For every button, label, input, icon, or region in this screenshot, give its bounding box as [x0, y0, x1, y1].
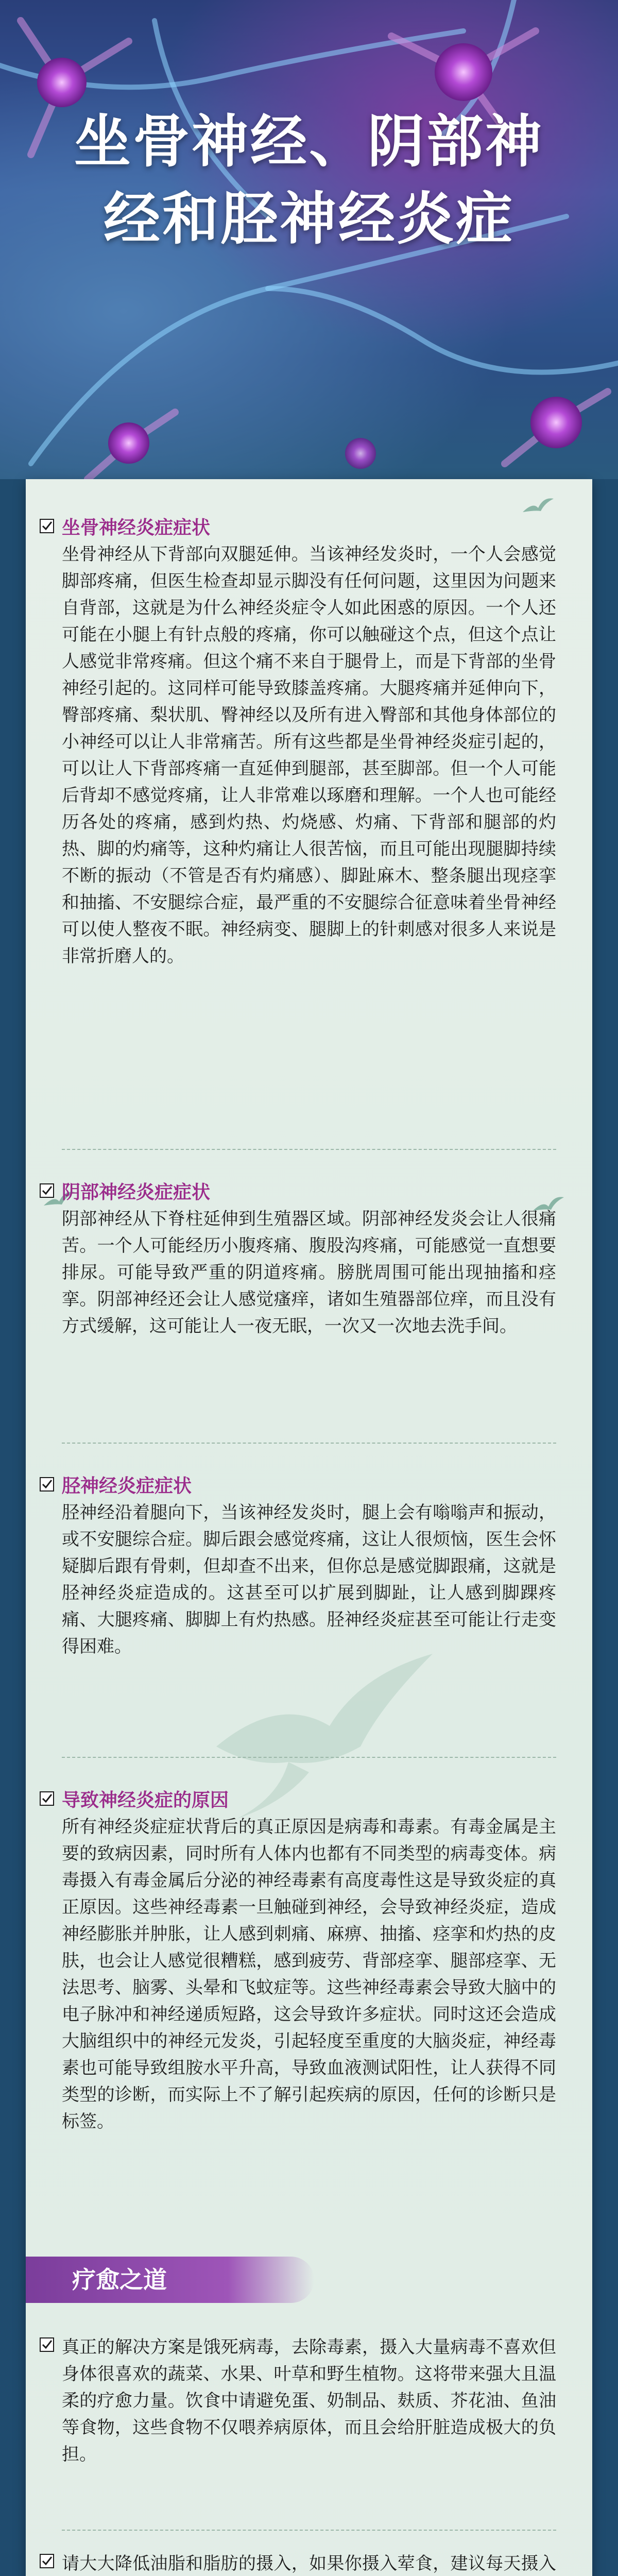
checkbox-icon [39, 2337, 55, 2352]
title-line-2: 经和胫神经炎症 [104, 186, 514, 252]
therapy-item-text: 请大大降低油脂和脂肪的摄入，如果你摄入荤食，建议每天摄入 [62, 2553, 556, 2574]
section-body: 坐骨神经从下背部向双腿延伸。当该神经发炎时，一个人会感觉脚部疼痛，但医生检查却显示脚没有任何问题，这里因为问题来自背部，这就是为什么神经炎症令人如此困惑的原因。一个人还可能在小腿上有针点般的疼痛，你可以触碰这个点，但这个点让人感觉非常疼痛。但这个痛不来自于腿骨上，而是下背部的坐骨神经引起的。这同样可能导致膝盖疼痛。大腿疼痛并延伸向下，臀部疼痛、梨状肌、臀神经以及所有进入臀部和其他身体部位的小神经可以让人非常痛苦。所有这些都是坐骨神经炎症引起的，可以让人下背部疼痛一直延伸到腿部，甚至脚部。但一个人可能后背却不感觉疼痛，让人非常难以琢磨和理解。一个人也可能经历各处的疼痛，感到灼热、灼烧感、灼痛、下背部和腿部的灼热、脚的灼痛等，这种灼痛让人很苦恼，而且可能出现腿脚持续不断的振动（不管是否有灼痛感）、脚趾麻木、整条腿出现痉挛和抽搐、不安腿综合症，最严重的不安腿综合征意味着坐骨神经可以使人整夜不眠。神经病变、腿脚上的针刺感对很多人来说是非常折磨人的。 [62, 544, 556, 967]
divider [62, 2530, 556, 2531]
section-body: 所有神经炎症症状背后的真正原因是病毒和毒素。有毒金属是主要的致病因素，同时所有人体内也都有不同类型的病毒变体。病毒摄入有毒金属后分泌的神经毒素有高度毒性这是导致炎症的真正原因。这些神经毒素一旦触碰到神经，会导致神经炎症，造成神经膨胀并肿胀，让人感到刺痛、麻痹、抽搐、痉挛和灼热的皮肤，也会让人感觉很糟糕，感到疲劳、背部痉挛、腿部痉挛、无法思考、脑雾、头晕和飞蚊症等。这些神经毒素会导致大脑中的电子脉冲和神经递质短路，这会导致许多症状。同时这还会造成大脑组织中的神经元发炎，引起轻度至重度的大脑炎症，神经毒素也可能导致组胺水平升高，导致血液测试阳性，让人获得不同类型的诊断，而实际上不了解引起疾病的原因，任何的诊断只是标签。 [62, 1817, 556, 2132]
section-body: 阴部神经从下脊柱延伸到生殖器区域。阴部神经发炎会让人很痛苦。一个人可能经历小腹疼痛、腹股沟疼痛，可能感觉一直想要排尿。可能导致严重的阴道疼痛。膀胱周围可能出现抽搐和痉挛。阴部神经还会让人感觉瘙痒，诸如生殖器部位痒，而且没有方式缓解，这可能让人一夜无眠，一次又一次地去洗手间。 [62, 1209, 556, 1336]
title-line-1: 坐骨神经、阴部神 [74, 109, 544, 175]
section-pudendal [62, 1180, 556, 1340]
therapy-header [26, 2257, 314, 2303]
section-title: 胫神经炎症症状 [62, 1476, 192, 1497]
section-title: 坐骨神经炎症症状 [62, 517, 211, 538]
content-card [26, 479, 592, 2576]
checkbox-icon [39, 1183, 55, 1198]
section-title: 导致神经炎症的原因 [62, 1790, 229, 1811]
section-sciatic [62, 515, 556, 970]
section-title: 阴部神经炎症症状 [62, 1182, 211, 1203]
page-title [0, 103, 618, 258]
header-banner [0, 0, 618, 479]
therapy-item [62, 2550, 556, 2576]
therapy-item-text: 真正的解决方案是饿死病毒，去除毒素，摄入大量病毒不喜欢但身体很喜欢的蔬菜、水果、叶草和野生植物。这将带来强大且温柔的疗愈力量。饮食中请避免蛋、奶制品、麸质、芥花油、鱼油等食物，这些食物不仅喂养病原体，而且会给肝脏造成极大的负担。 [62, 2337, 556, 2465]
therapy-title: 疗愈之道 [72, 2266, 167, 2294]
divider [62, 1149, 556, 1150]
section-body: 胫神经沿着腿向下，当该神经发炎时，腿上会有嗡嗡声和振动，或不安腿综合症。脚后跟会感觉疼痛，这让人很烦恼，医生会怀疑脚后跟有骨刺，但却查不出来，但你总是感觉脚跟痛，这就是胫神经炎症造成的。这甚至可以扩展到脚趾，让人感到脚踝疼痛、大腿疼痛、脚脚上有灼热感。胫神经炎症甚至可能让行走变得困难。 [62, 1502, 556, 1657]
section-causes [62, 1788, 556, 2135]
therapy-item [62, 2334, 556, 2468]
divider [62, 1443, 556, 1444]
checkbox-icon [39, 1477, 55, 1492]
section-tibial [62, 1473, 556, 1660]
divider [62, 1757, 556, 1758]
checkbox-icon [39, 518, 55, 534]
checkbox-icon [39, 1791, 55, 1806]
checkbox-icon [39, 2553, 55, 2569]
